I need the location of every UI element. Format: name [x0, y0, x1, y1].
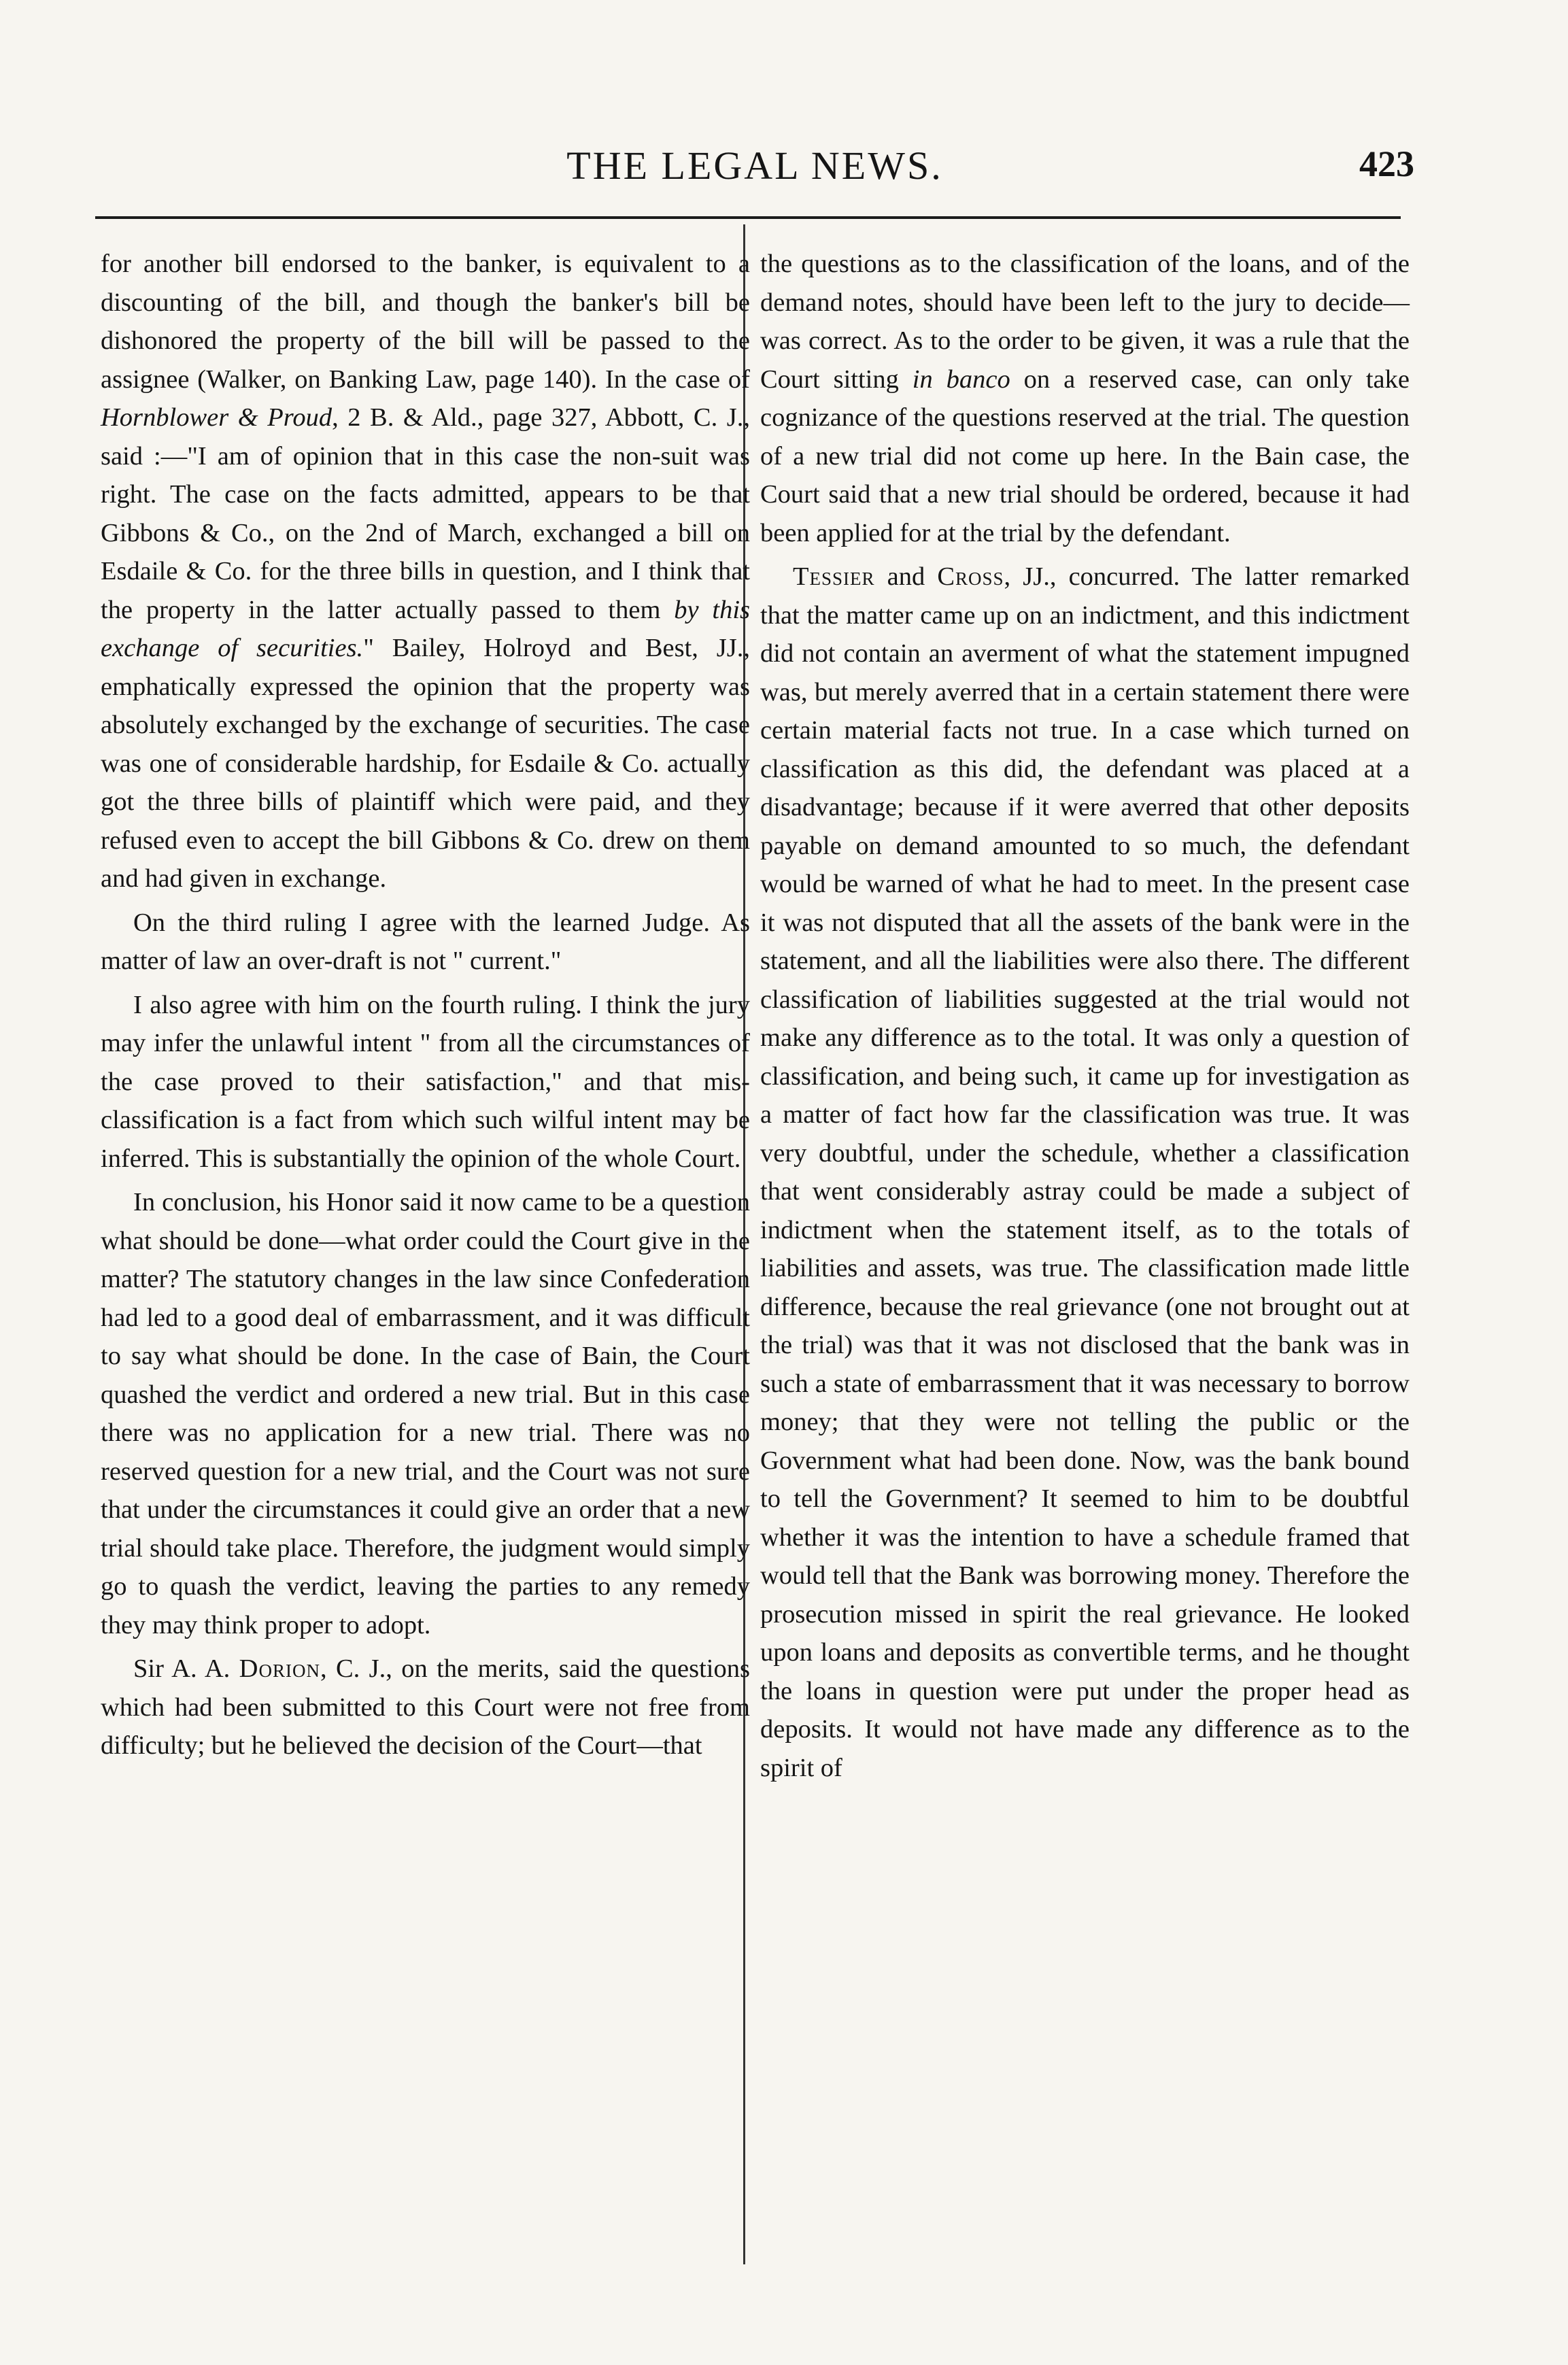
emphasis: by this exchange of securities.: [101, 595, 751, 662]
emphasis: in banco: [912, 364, 1010, 394]
paragraph: In conclusion, his Honor said it now came to be a question what should be done—what order could the Court give in the matter? The statutory changes in the law since Confederation had led to a good deal of embarrassment, and it was difficult to say what should be done. In the case of Bain, the Court quashed the verdict and ordered a new trial. But in this case there was no application for a new trial. There was no reserved question for a new trial, and the Court was not sure that under the circumstances it could give an order that a new trial should take place. Therefore, the judgment would simply go to quash the verdict, leaving the parties to any remedy they may think proper to adopt.: [101, 1188, 750, 1639]
right-column: [760, 245, 1410, 1787]
page-number: 423: [1359, 143, 1414, 184]
paragraph: On the third ruling I agree with the learned Judge. As matter of law an over-draft is not " current.": [101, 908, 750, 975]
paragraph: Tessier and Cross, JJ., concurred. The latter remarked that the matter came up on an indictment, and this indictment did not contain an averment of what the statement impugned was, but merely averred that in a certain statement there were certain material facts not true. In a case which turned on classification as this did, the defendant was placed at a disadvantage; because if it were averred that other deposits payable on demand amounted to so much, the defendant would be warned of what he had to meet. In the present case it was not disputed that all the assets of the bank were in the statement, and all the liabilities were also there. The different classification of liabilities suggested at the trial would not make any difference as to the total. It was only a question of classification, and being such, it came up for investigation as a matter of fact how far the classification was true. It was very doubtful, under the schedule, whether a classification that went considerably astray could be made a subject of indictment when the statement itself, as to the totals of liabilities and assets, was true. The classification made little difference, because the real grievance (one not brought out at the trial) was that it was not disclosed that the bank was in such a state of embarrassment that it was necessary to borrow money; that they were not telling the public or the Government what had been done. Now, was the bank bound to tell the Government? It seemed to him to be doubtful whether it was the intention to have a schedule framed that would tell that the Bank was borrowing money. Therefore the prosecution missed in spirit the real grievance. He looked upon loans and deposits as convertible terms, and he thought the loans in question were put under the proper head as deposits. It would not have made any difference as to the spirit of: [760, 562, 1410, 1782]
judge-name: Dorion: [239, 1654, 320, 1683]
paragraph: for another bill endorsed to the banker, is equivalent to a discounting of the bill, and though the banker's bill be dishonored the property of the bill will be passed to the assignee (Walker, on Banking Law, page 140). In the case of Hornblower & Proud, 2 B. & Ald., page 327, Abbott, C. J., said :—"I am of opinion that in this case the non-suit was right. The case on the facts admitted, appears to be that Gibbons & Co., on the 2nd of March, exchanged a bill on Esdaile & Co. for the three bills in question, and I think that the property in the latter actually passed to them by this exchange of securities." Bailey, Holroyd and Best, JJ., emphatically expressed the opinion that the property was absolutely exchanged by the exchange of securities. The case was one of considerable hardship, for Esdaile & Co. actually got the three bills of plaintiff which were paid, and they refused even to accept the bill Gibbons & Co. drew on them and had given in exchange.: [101, 250, 751, 893]
header-rule: [95, 216, 1401, 219]
paragraph: I also agree with him on the fourth ruling. I think the jury may infer the unlawful intent " from all the circumstances of the case proved to their satisfaction," and that mis-classification is a fact from which such wilful intent may be inferred. This is substantially the opinion of the whole Court.: [101, 990, 750, 1173]
paragraph: Sir A. A. Dorion, C. J., on the merits, said the questions which had been submitted to this Court were not free from difficulty; but he believed the decision of the Court—that: [101, 1654, 750, 1760]
judge-name: Tessier: [793, 562, 875, 591]
case-citation: Hornblower & Proud: [101, 403, 333, 432]
paragraph: the questions as to the classification of the loans, and of the demand notes, should have been left to the jury to decide—was correct. As to the order to be given, it was a rule that the Court sitting in banco on a reserved case, can only take cognizance of the questions reserved at the trial. The question of a new trial did not come up here. In the Bain case, the Court said that a new trial should be ordered, because it had been applied for at the trial by the defendant.: [760, 250, 1410, 547]
running-title: THE LEGAL NEWS.: [566, 143, 943, 188]
judge-name: Cross: [937, 562, 1004, 591]
page-header: [95, 143, 1414, 204]
left-column: [101, 245, 750, 1765]
